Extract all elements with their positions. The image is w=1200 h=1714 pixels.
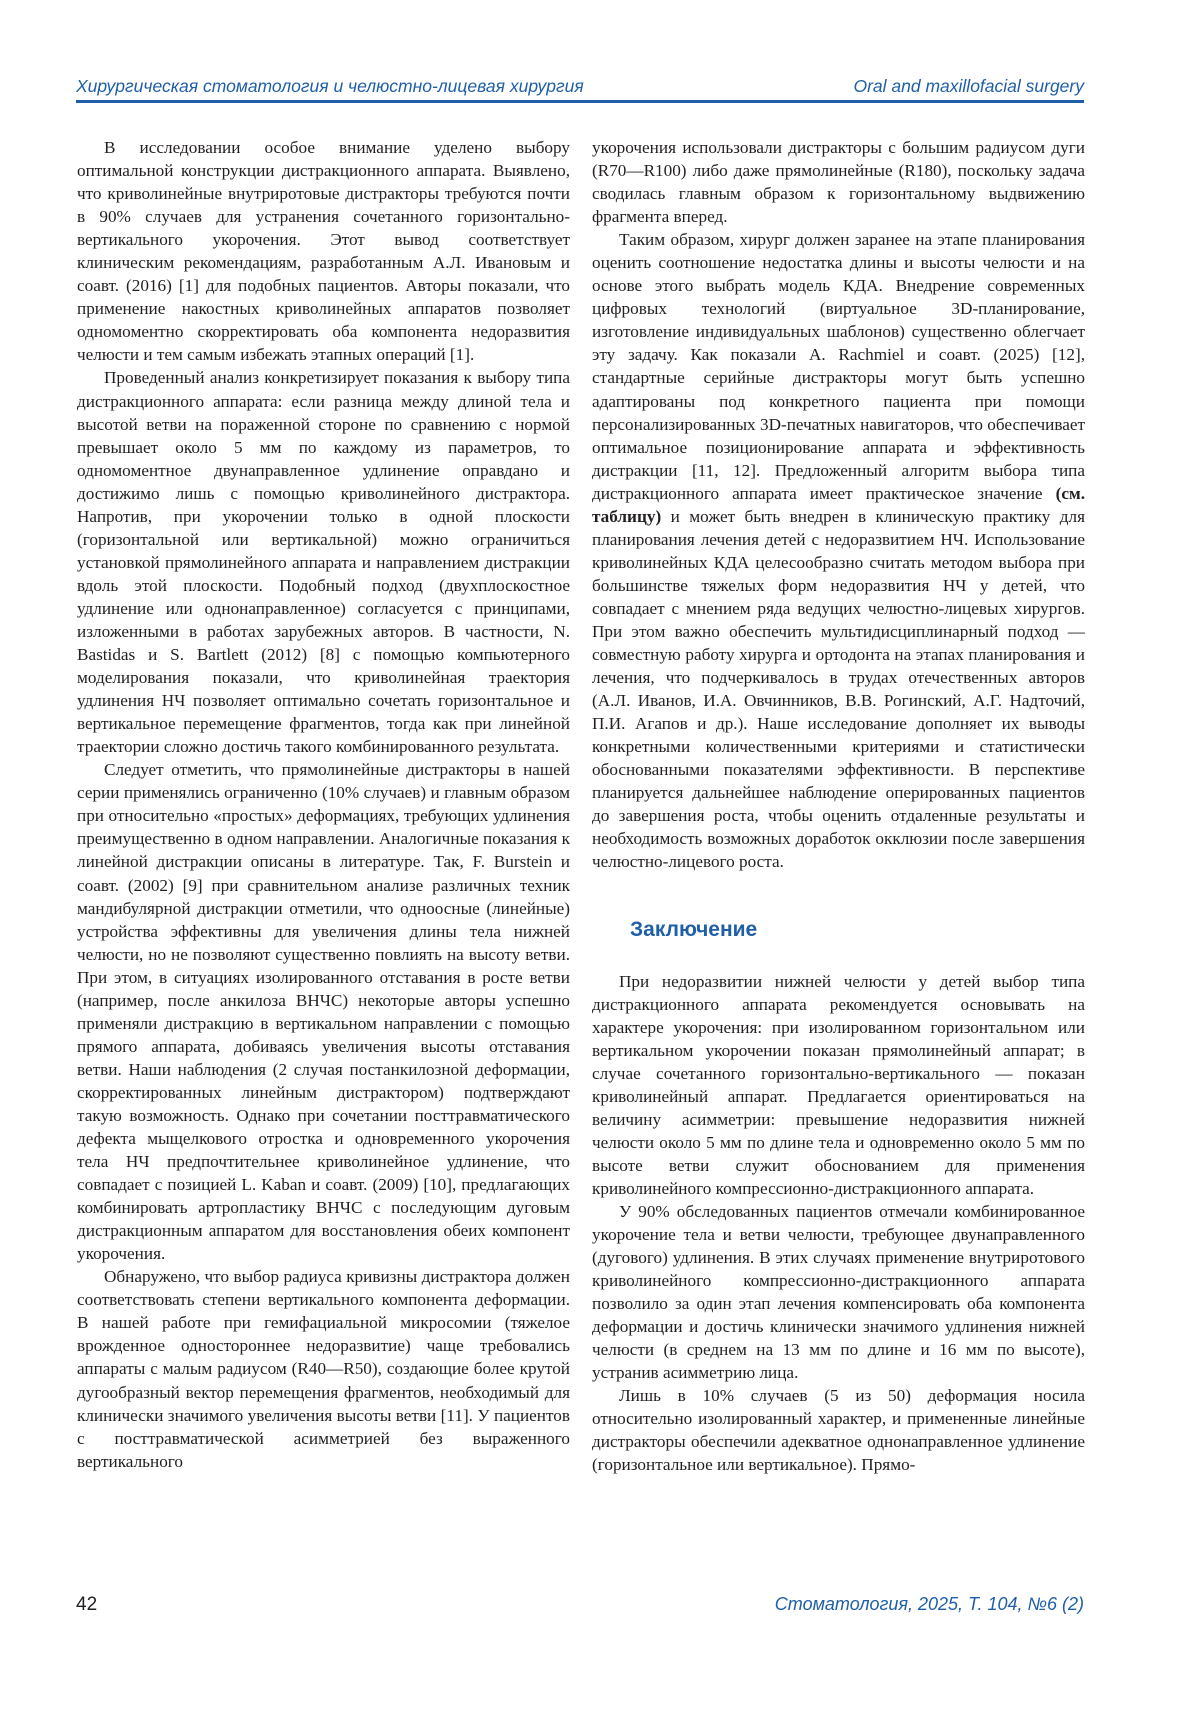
page-number: 42 xyxy=(76,1594,98,1615)
body-paragraph: Проведенный анализ конкретизирует показания к выбору типа дистракционного аппарата: если разница между длиной тела и высотой ветви на пораженной стороне по сравнению с нормой превышает около 5 мм по каждому из параметров, то одномоментное двунаправленное удлинение оправдано и достижимо лишь с помощью криволинейного дистрактора. Напротив, при укорочении только в одной плоскости (горизонтальной или вертикальной) можно ограничиться установкой прямолинейного аппарата и направлением дистракции вдоль этой плоскости. Подобный подход (двухплоскостное удлинение или однонаправленное) согласуется с принципами, изложенными в работах зарубежных авторов. В частности, N. Bastidas и S. Bartlett (2012) [8] с помощью компьютерного моделирования показали, что криволинейная траектория удлинения НЧ позволяет оптимально сочетать горизонтальное и вертикальное перемещение фрагментов, тогда как при линейной траектории сложно достичь такого комбинированного результата. xyxy=(77,368,570,757)
running-header xyxy=(76,72,1084,103)
section-heading-conclusion: Заключение xyxy=(630,917,758,941)
table-reference: (см. таблицу) xyxy=(592,483,1085,526)
body-paragraph xyxy=(592,228,1085,873)
left-column xyxy=(77,136,570,1473)
header-journal-section-ru: Хирургическая стоматология и челюстно-лицевая хирургия xyxy=(76,76,584,96)
paragraph-text: Таким образом, хирург должен заранее на этапе планирования оценить соотношение недостатка длины и высоты челюсти и на основе этого выбрать модель КДА. Внедрение современных цифровых технологий (виртуальное 3D-планирование, изготовление индивидуальных шаблонов) существенно облегчает эту задачу. Как показали A. Rachmiel и соавт. (2025) [12], стандартные серийные дистракторы могут быть успешно адаптированы под конкретного пациента при помощи персонализированных 3D-печатных навигаторов, что обеспечивает оптимальное позиционирование аппарата и эффективность дистракции [11, 12]. Предложенный алгоритм выбора типа дистракционного аппарата имеет практическое значение xyxy=(592,230,1085,503)
body-paragraph: В исследовании особое внимание уделено выбору оптимальной конструкции дистракционного аппарата. Выявлено, что криволинейные внутриротовые дистракторы требуются почти в 90% случаев для устранения сочетанного горизонтально-вертикального укорочения. Этот вывод соответствует клиническим рекомендациям, разработанным А.Л. Ивановым и соавт. (2016) [1] для подобных пациентов. Авторы показали, что применение накостных криволинейных аппаратов позволяет одномоментно скорректировать оба компонента недоразвития челюсти и тем самым избежать этапных операций [1]. xyxy=(77,138,570,365)
right-column xyxy=(592,136,1085,1477)
footer-journal-citation: Стоматология, 2025, Т. 104, №6 (2) xyxy=(774,1594,1084,1614)
body-paragraph: Обнаружено, что выбор радиуса кривизны дистрактора должен соответствовать степени вертикального компонента деформации. В нашей работе при гемифациальной микросомии (тяжелое врожденное одностороннее недоразвитие) чаще требовались аппараты с малым радиусом (R40—R50), создающие более крутой дугообразный вектор перемещения фрагментов, необходимый для клинически значимого увеличения высоты ветви [11]. У пациентов с посттравматической асимметрией без выраженного вертикального xyxy=(77,1267,570,1471)
conclusion-paragraph: При недоразвитии нижней челюсти у детей выбор типа дистракционного аппарата рекомендуется основывать на характере укорочения: при изолированном горизонтальном или вертикальном укорочении показан прямолинейный аппарат; в случае сочетанного горизонтально-вертикального — показан криволинейный аппарат. Предлагается ориентироваться на величину асимметрии: превышение недоразвития нижней челюсти около 5 мм по длине тела и одновременно около 5 мм по высоте ветви служит обоснованием для применения криволинейного компрессионно-дистракционного аппарата. xyxy=(592,971,1085,1198)
body-paragraph: Следует отметить, что прямолинейные дистракторы в нашей серии применялись ограниченно (10% случаев) и главным образом при относительно «простых» деформациях, требующих удлинения преимущественно в одном направлении. Аналогичные показания к линейной дистракции описаны в литературе. Так, F. Burstein и соавт. (2002) [9] при сравнительном анализе различных техник мандибулярной дистракции отметили, что одноосные (линейные) устройства эффективны для увеличения длины тела нижней челюсти, но не позволяют существенно повлиять на высоту ветви. При этом, в ситуациях изолированного отставания в росте ветви (например, после анкилоза ВНЧС) некоторые авторы успешно применяли дистракцию в вертикальном направлении с помощью прямого аппарата, добиваясь увеличения высоты отставания ветви. Наши наблюдения (2 случая постанкилозной деформации, скорректированных линейным дистрактором) подтверждают такую возможность. Однако при сочетании посттравматического дефекта мыщелкового отростка и одновременного укорочения тела НЧ предпочтительнее криволинейное удлинение, что совпадает с позицией L. Kaban и соавт. (2009) [10], предлагающих комбинировать артропластику ВНЧС с последующим дуговым дистракционным аппаратом для восстановления обеих компонент укорочения. xyxy=(77,760,570,1264)
header-journal-section-en: Oral and maxillofacial surgery xyxy=(853,76,1084,96)
paragraph-text: и может быть внедрен в клиническую практику для планирования лечения детей с недоразвитием НЧ. Использование криволинейных КДА целесообразно считать методом выбора при большинстве тяжелых форм недоразвития НЧ у детей, что совпадает с мнением ряда ведущих челюстно-лицевых хирургов. При этом важно обеспечить мультидисциплинарный подход — совместную работу хирурга и ортодонта на этапах планирования и лечения, что подчеркивалось в трудах отечественных авторов (А.Л. Иванов, И.А. Овчинников, В.В. Рогинский, А.Г. Надточий, П.И. Агапов и др.). Наше исследование дополняет их выводы конкретными количественными критериями и статистически обоснованными показателями эффективности. В перспективе планируется дальнейшее наблюдение оперированных пациентов до завершения роста, чтобы оценить отдаленные результаты и необходимость возможных доработок окклюзии после завершения челюстно-лицевого роста. xyxy=(592,506,1085,872)
body-paragraph-continued: укорочения использовали дистракторы с большим радиусом дуги (R70—R100) либо даже прямолинейные (R180), поскольку задача сводилась главным образом к горизонтальному выдвижению фрагмента вперед. xyxy=(592,138,1085,227)
conclusion-paragraph: У 90% обследованных пациентов отмечали комбинированное укорочение тела и ветви челюсти, требующее двунаправленного (дугового) удлинения. В этих случаях применение внутриротового криволинейного компрессионно-дистракционного аппарата позволило за один этап лечения компенсировать оба компонента деформации и достичь клинически значимого удлинения нижней челюсти (в среднем на 13 мм по длине и 16 мм по высоте), устранив асимметрию лица. xyxy=(592,1201,1085,1383)
conclusion-paragraph: Лишь в 10% случаев (5 из 50) деформация носила относительно изолированный характер, и примененные линейные дистракторы обеспечили адекватное однонаправленное удлинение (горизонтальное или вертикальное). Прямо- xyxy=(592,1386,1085,1475)
